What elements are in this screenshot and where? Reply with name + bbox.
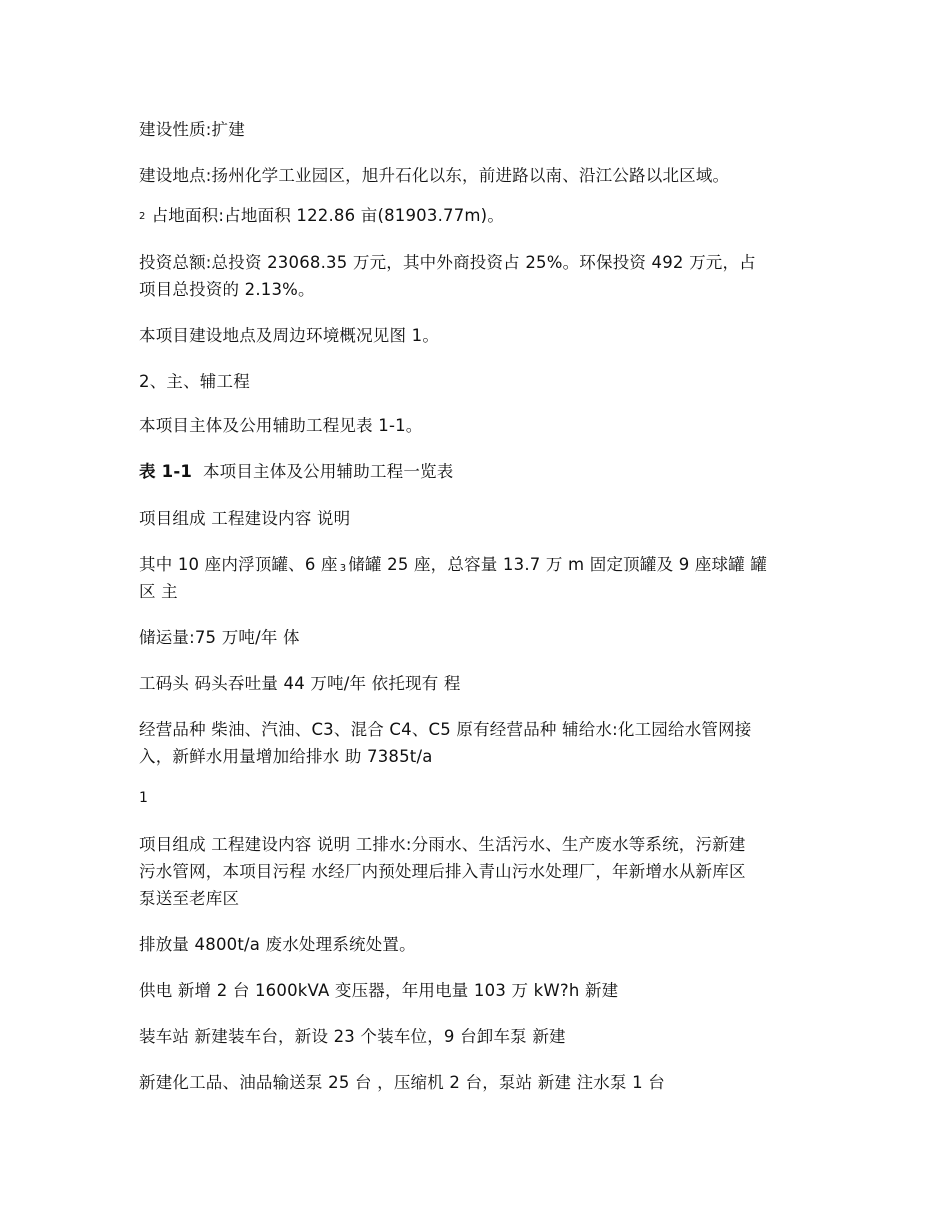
construction-location-text: 建设地点:扬州化学工业园区，旭升石化以东，前进路以南、沿江公路以北区域。 bbox=[139, 166, 730, 185]
investment-line-1 bbox=[139, 249, 819, 276]
tank-superscript: 3 bbox=[339, 563, 347, 574]
power-supply-line bbox=[139, 977, 819, 1004]
tank-text-1a: 其中 10 座内浮顶罐、6 座 bbox=[139, 555, 338, 574]
land-area-text: 占地面积:占地面积 122.86 亩(81903.77m)。 bbox=[151, 206, 505, 225]
storage-volume-line bbox=[139, 624, 819, 651]
discharge-line bbox=[139, 931, 819, 958]
table-caption-text: 本项目主体及公用辅助工程一览表 bbox=[202, 462, 454, 481]
wharf-text: 工码头 码头吞吐量 44 万吨/年 依托现有 程 bbox=[139, 674, 461, 693]
tank-text-1b: 储罐 25 座，总容量 13.7 万 m 固定顶罐及 9 座球罐 罐 bbox=[348, 555, 768, 574]
table-reference-text: 本项目主体及公用辅助工程见表 1-1。 bbox=[139, 416, 423, 435]
investment-text-2: 项目总投资的 2.13%。 bbox=[139, 280, 315, 299]
table-caption bbox=[139, 458, 819, 485]
investment-line-2 bbox=[139, 276, 819, 303]
pump-station-text: 新建化工品、油品输送泵 25 台 ，压缩机 2 台，泵站 新建 注水泵 1 台 bbox=[139, 1073, 665, 1092]
drainage-text-1: 项目组成 工程建设内容 说明 工排水:分雨水、生活污水、生产废水等系统，污新建 bbox=[139, 835, 746, 854]
pump-station-line bbox=[139, 1069, 819, 1096]
loading-station-line bbox=[139, 1023, 819, 1050]
products-text-2: 入，新鲜水用量增加给排水 助 7385t/a bbox=[139, 747, 433, 766]
table-caption-number: 表 1-1 bbox=[139, 462, 193, 481]
discharge-text: 排放量 4800t/a 废水处理系统处置。 bbox=[139, 935, 416, 954]
drainage-line-1 bbox=[139, 831, 819, 858]
drainage-text-3: 泵送至老库区 bbox=[139, 889, 240, 908]
products-text-1: 经营品种 柴油、汽油、C3、混合 C4、C5 原有经营品种 辅给水:化工园给水管网接 bbox=[139, 720, 752, 739]
products-line-1 bbox=[139, 716, 819, 743]
construction-nature-line bbox=[139, 116, 819, 143]
products-line-2 bbox=[139, 743, 819, 770]
tank-text-2: 区 主 bbox=[139, 582, 178, 601]
drainage-line-3 bbox=[139, 885, 819, 912]
section-heading-text: 2、主、辅工程 bbox=[139, 372, 250, 391]
table-header-text: 项目组成 工程建设内容 说明 bbox=[139, 509, 351, 528]
power-supply-text: 供电 新增 2 台 1600kVA 变压器，年用电量 103 万 kW?h 新建 bbox=[139, 981, 619, 1000]
drainage-text-2: 污水管网，本项目污程 水经厂内预处理后排入青山污水处理厂，年新增水从新库区 bbox=[139, 862, 746, 881]
location-figure-line bbox=[139, 322, 819, 349]
table-reference-line bbox=[139, 412, 819, 439]
tank-line-2 bbox=[139, 578, 819, 605]
construction-location-line bbox=[139, 162, 819, 189]
construction-nature-text: 建设性质:扩建 bbox=[139, 120, 245, 139]
land-area-superscript: 2 bbox=[139, 211, 146, 222]
page-number: 1 bbox=[139, 790, 148, 806]
storage-volume-text: 储运量:75 万吨/年 体 bbox=[139, 628, 300, 647]
table-header-line bbox=[139, 505, 819, 532]
section-heading bbox=[139, 368, 819, 395]
wharf-line bbox=[139, 670, 819, 697]
loading-station-text: 装车站 新建装车台，新设 23 个装车位，9 台卸车泵 新建 bbox=[139, 1027, 566, 1046]
land-area-line bbox=[139, 202, 819, 230]
drainage-line-2 bbox=[139, 858, 819, 885]
investment-text-1: 投资总额:总投资 23068.35 万元，其中外商投资占 25%。环保投资 492 万元，占 bbox=[139, 253, 756, 272]
tank-line-1 bbox=[139, 551, 819, 581]
location-figure-text: 本项目建设地点及周边环境概况见图 1。 bbox=[139, 326, 440, 345]
